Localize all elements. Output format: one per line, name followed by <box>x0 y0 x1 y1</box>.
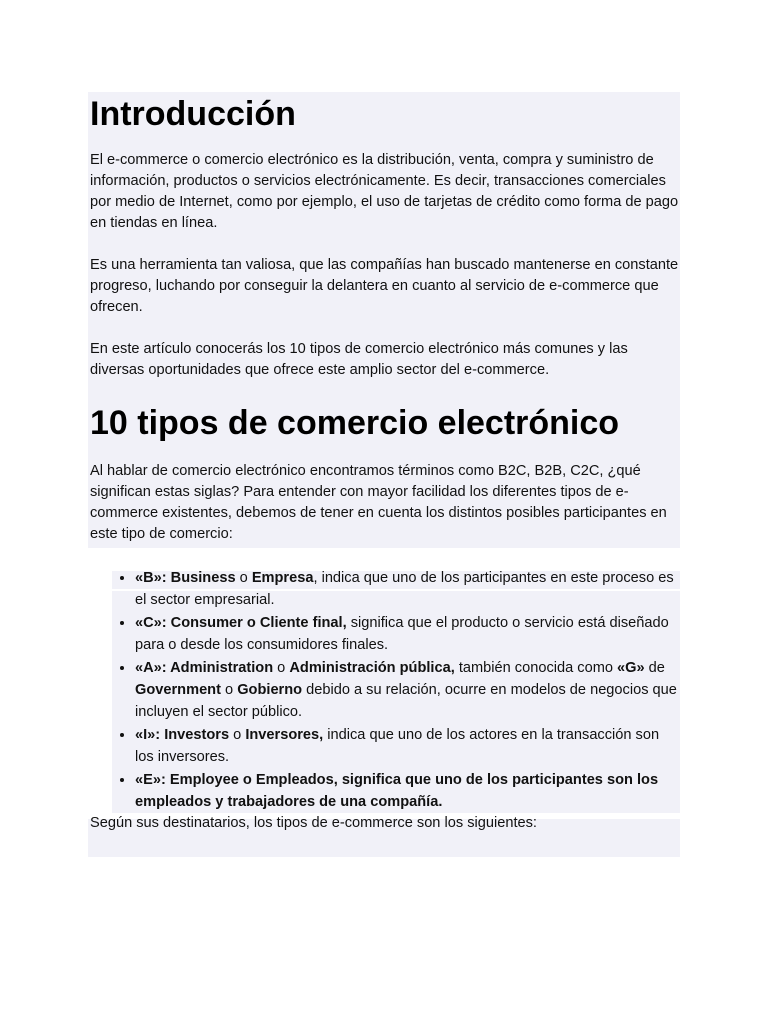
list-text: indica que uno de los actores en la transacción son los inversores. <box>135 726 660 766</box>
list-item <box>135 612 680 657</box>
term-a: «A»: Administration <box>135 659 274 676</box>
intro-paragraph-3: En este artículo conocerás los 10 tipos de comercio electrónico más comunes y las diversas oportunidades que ofrece este amplio sector del e-commerce. <box>90 341 628 378</box>
list-text: o <box>229 726 246 743</box>
list-text: o <box>220 682 238 699</box>
participants-list <box>90 567 680 813</box>
term-b-alt: Empresa <box>251 570 314 586</box>
term-gobierno: Gobierno <box>237 682 303 699</box>
term-g: «G» <box>617 659 645 676</box>
closing-paragraph: Según sus destinatarios, los tipos de e-commerce son los siguientes: <box>90 815 537 832</box>
types-paragraph: Al hablar de comercio electrónico encontramos términos como B2C, B2B, C2C, ¿qué significan estas siglas? Para entender con mayor facilidad los diferentes tipos de e-commerce existentes, debemos de tener en cuenta los distintos posibles participantes en este tipo de comercio: <box>90 463 667 542</box>
intro-paragraph-2: Es una herramienta tan valiosa, que las compañías han buscado mantenerse en constante progreso, luchando por conseguir la delantera en cuanto al servicio de e-commerce que ofrecen. <box>90 257 679 315</box>
list-text: también conocida como <box>454 659 618 676</box>
list-text: o <box>273 659 290 676</box>
list-text: , indica que uno de los participantes en este proceso es el sector empresarial. <box>135 570 674 609</box>
list-text: significa que el producto o servicio está diseñado para o desde los consumidores finales. <box>135 614 669 654</box>
term-b: «B»: Business <box>135 570 236 586</box>
list-text: de <box>644 659 665 676</box>
types-heading: 10 tipos de comercio electrónico <box>90 404 620 442</box>
list-text: debido a su relación, ocurre en modelos de negocios que incluyen el sector público. <box>135 682 677 721</box>
term-i-alt: Inversores, <box>245 726 324 743</box>
term-government: Government <box>135 682 221 699</box>
document-body <box>90 90 680 834</box>
term-a-alt: Administración pública, <box>289 659 455 676</box>
list-item <box>135 567 680 612</box>
list-item <box>135 657 680 724</box>
list-item <box>135 769 680 814</box>
list-text: o <box>235 570 252 586</box>
term-c: «C»: Consumer o Cliente final, <box>135 614 347 631</box>
term-e: «E»: Employee o Empleados, significa que uno de los participantes son los empleados y trabajadores de una compañía. <box>135 771 659 811</box>
intro-heading: Introducción <box>90 95 296 133</box>
list-item <box>135 724 680 769</box>
term-i: «I»: Investors <box>135 726 230 743</box>
intro-paragraph-1: El e-commerce o comercio electrónico es la distribución, venta, compra y suministro de información, productos o servicios electrónicamente. Es decir, transacciones comerciales por medio de Internet, como por ejemplo, el uso de tarjetas de crédito como forma de pago en tiendas en línea. <box>90 152 679 231</box>
